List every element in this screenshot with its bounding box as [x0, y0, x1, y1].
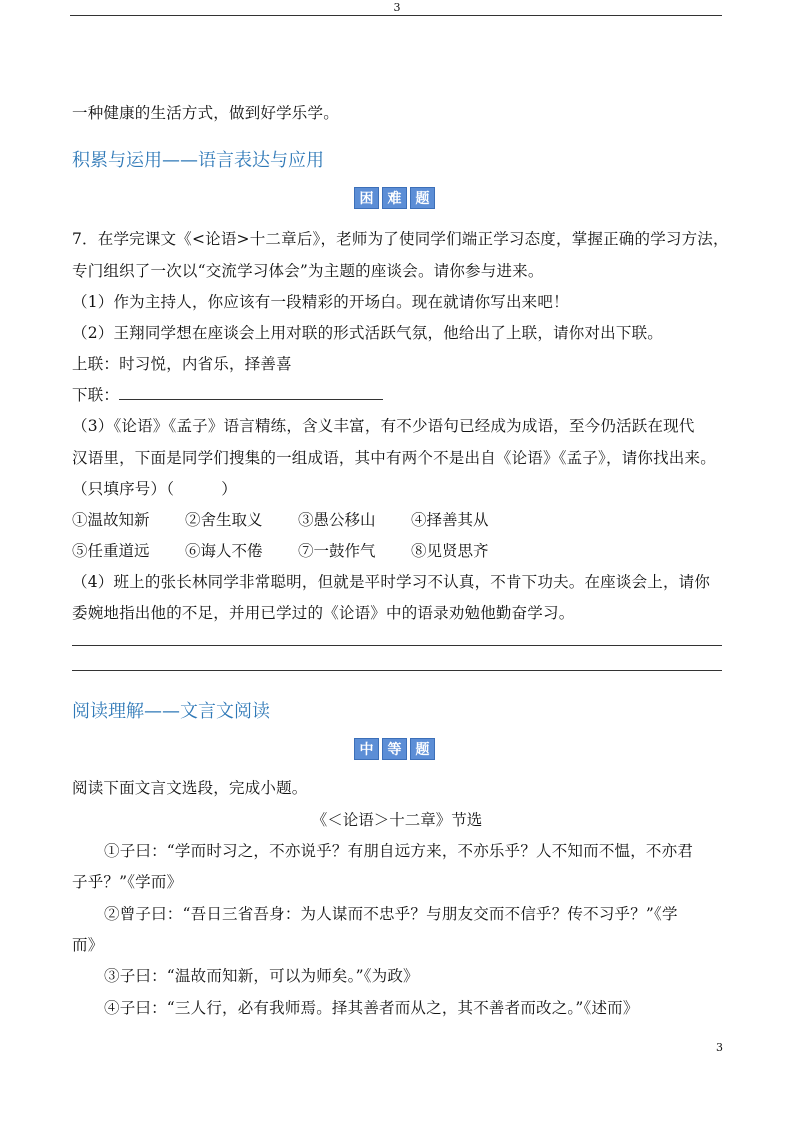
q7-line1: 7．在学完课文《<论语>十二章后》，老师为了使同学们端正学习态度，掌握正确的学习方法，: [72, 230, 729, 248]
passage-s2-line1: ②曾子曰：“吾日三省吾身：为人谋而不忠乎？与朋友交而不信乎？传不习乎？”《学: [104, 905, 678, 923]
section2-title: 阅读理解——文言文阅读: [72, 701, 270, 722]
passage-s1-line2: 子乎？”《学而》: [72, 873, 183, 891]
section2-difficulty-badge: [354, 738, 435, 760]
idiom-options-row2: [72, 539, 524, 561]
idiom-option: ⑧见贤思齐: [411, 542, 489, 560]
idiom-option: ⑤任重道远: [72, 542, 150, 560]
q7-part1: （1）作为主持人，你应该有一段精彩的开场白。现在就请你写出来吧！: [72, 293, 569, 311]
passage-s4: ④子曰：“三人行，必有我师焉。择其善者而从之，其不善者而改之。”《述而》: [104, 999, 639, 1017]
idiom-option: ①温故知新: [72, 511, 150, 529]
q7-part3-line2: 汉语里，下面是同学们搜集的一组成语，其中有两个不是出自《论语》《孟子》，请你找出来。: [72, 449, 716, 467]
idiom-option: ④择善其从: [411, 511, 489, 529]
idiom-option: ③愚公移山: [298, 511, 376, 529]
header-page-number: 3: [393, 1, 401, 14]
idiom-option: ②舍生取义: [185, 511, 263, 529]
badge-char: 题: [410, 738, 435, 760]
badge-char: 题: [410, 187, 435, 209]
idiom-option: ⑦一鼓作气: [298, 542, 376, 560]
badge-char: 中: [354, 738, 379, 760]
q7-part4-line1: （4）班上的张长林同学非常聪明，但就是平时学习不认真，不肯下功夫。在座谈会上，请你: [72, 573, 711, 591]
passage-s3: ③子曰：“温故而知新，可以为师矣。”《为政》: [104, 967, 419, 985]
idiom-options-row1: [72, 508, 524, 530]
q7-lower-couplet-label: 下联：: [72, 386, 120, 404]
passage-s1-line1: ①子曰：“学而时习之，不亦说乎？有朋自远方来，不亦乐乎？人不知而不愠，不亦君: [104, 842, 694, 860]
lower-couplet-answer-line[interactable]: [119, 399, 383, 400]
answer-line[interactable]: [72, 645, 722, 646]
q7-part3-line1: （3）《论语》《孟子》语言精练，含义丰富，有不少语句已经成为成语，至今仍活跃在现代: [72, 417, 695, 435]
badge-char: 等: [382, 738, 407, 760]
q7-part4-line2: 委婉地指出他的不足，并用已学过的《论语》中的语录劝勉他勤奋学习。: [72, 604, 575, 622]
section1-title: 积累与运用——语言表达与应用: [72, 150, 324, 171]
header-rule: [70, 15, 722, 16]
q7-part3-line3: （只填序号）（ ）: [72, 480, 237, 498]
answer-line[interactable]: [72, 670, 722, 671]
badge-char: 困: [354, 187, 379, 209]
badge-char: 难: [382, 187, 407, 209]
q7-upper-couplet: 上联：时习悦，内省乐，择善喜: [72, 355, 292, 373]
q7-part2: （2）王翔同学想在座谈会上用对联的形式活跃气氛，他给出了上联，请你对出下联。: [72, 324, 663, 342]
reading-instruction: 阅读下面文言文选段，完成小题。: [72, 779, 308, 797]
passage-s2-line2: 而》: [72, 936, 104, 954]
intro-line: 一种健康的生活方式，做到好学乐学。: [72, 104, 339, 122]
q7-line2: 专门组织了一次以“交流学习体会”为主题的座谈会。请你参与进来。: [72, 262, 544, 280]
footer-page-number: 3: [716, 1041, 723, 1054]
section1-difficulty-badge: [354, 187, 435, 209]
passage-title: 《＜论语＞十二章》节选: [311, 811, 483, 829]
idiom-option: ⑥诲人不倦: [185, 542, 263, 560]
